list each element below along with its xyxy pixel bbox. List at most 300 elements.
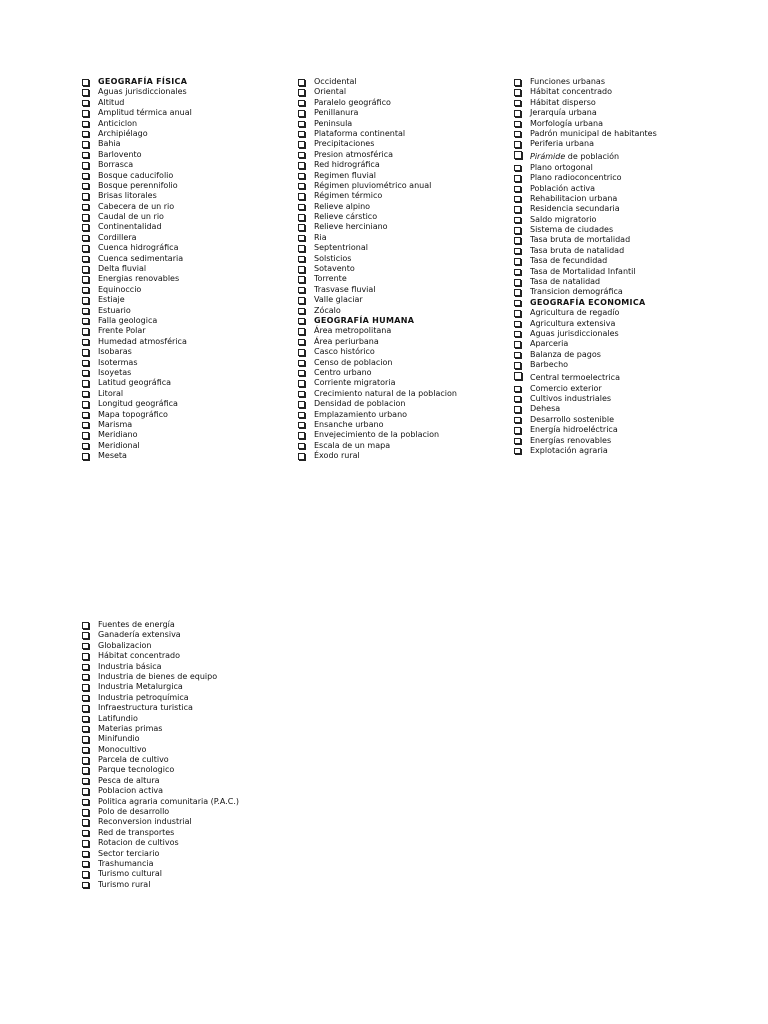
checklist-item bbox=[514, 225, 657, 235]
checkbox-icon[interactable] bbox=[82, 674, 89, 681]
checkbox-icon[interactable] bbox=[298, 380, 305, 387]
item-label: Emplazamiento urbano bbox=[314, 409, 408, 419]
checklist-item bbox=[514, 204, 657, 214]
checklist-item bbox=[82, 191, 192, 201]
checklist-item bbox=[298, 108, 457, 118]
item-label: Energías renovables bbox=[530, 435, 612, 445]
checklist-item bbox=[298, 389, 457, 399]
checkbox-icon[interactable] bbox=[298, 235, 305, 242]
checklist-item bbox=[82, 451, 192, 461]
checklist-item bbox=[82, 662, 239, 672]
item-label: Área periurbana bbox=[314, 336, 379, 346]
checkbox-icon[interactable] bbox=[514, 310, 521, 317]
checklist-item bbox=[82, 98, 192, 108]
checkbox-icon[interactable] bbox=[298, 360, 305, 367]
checkbox-icon[interactable] bbox=[82, 716, 89, 723]
checklist-item bbox=[298, 399, 457, 409]
item-label: Hábitat disperso bbox=[530, 97, 596, 107]
checkbox-icon[interactable] bbox=[82, 726, 89, 733]
item-label: Jerarquía urbana bbox=[530, 108, 597, 118]
checklist-item bbox=[298, 306, 457, 316]
checkbox-icon[interactable] bbox=[82, 778, 89, 785]
checklist-item bbox=[82, 776, 239, 786]
item-label: Tasa de natalidad bbox=[530, 277, 601, 287]
checklist-item bbox=[514, 360, 657, 370]
checklist-item bbox=[82, 410, 192, 420]
item-label: Equinoccio bbox=[98, 284, 142, 294]
item-label: Residencia secundaria bbox=[530, 204, 620, 214]
checklist-item bbox=[82, 620, 239, 630]
item-label: Infraestructura turistica bbox=[98, 703, 193, 713]
checkbox-icon[interactable] bbox=[514, 217, 521, 224]
checkbox-icon[interactable] bbox=[514, 100, 521, 107]
checklist-item bbox=[298, 119, 457, 129]
item-label: Pirámide de población bbox=[530, 151, 620, 161]
checkbox-icon[interactable] bbox=[82, 256, 89, 263]
item-label: Ensanche urbano bbox=[314, 419, 384, 429]
checkbox-icon[interactable] bbox=[514, 248, 521, 255]
checkbox-icon[interactable] bbox=[82, 121, 89, 128]
checkbox-icon[interactable] bbox=[82, 788, 89, 795]
item-label: Altitud bbox=[98, 97, 125, 107]
item-label: Hábitat concentrado bbox=[530, 87, 612, 97]
checkbox-icon[interactable] bbox=[82, 224, 89, 231]
checkbox-icon[interactable] bbox=[82, 89, 89, 96]
item-label: Minifundio bbox=[98, 734, 140, 744]
checkbox-icon[interactable] bbox=[82, 380, 89, 387]
checkbox-icon[interactable] bbox=[82, 840, 89, 847]
checkbox-icon[interactable] bbox=[82, 882, 89, 889]
item-label: Marisma bbox=[98, 419, 133, 429]
checkbox-icon[interactable] bbox=[514, 406, 521, 413]
checklist-item bbox=[514, 277, 657, 287]
item-label: Cuenca sedimentaria bbox=[98, 253, 184, 263]
checkbox-icon[interactable] bbox=[514, 121, 521, 128]
item-label: Censo de poblacion bbox=[314, 357, 393, 367]
checkbox-icon[interactable] bbox=[514, 352, 521, 359]
checkbox-icon[interactable] bbox=[82, 308, 89, 315]
item-label: Frente Polar bbox=[98, 326, 146, 336]
checkbox-icon[interactable] bbox=[298, 432, 305, 439]
checklist-item bbox=[514, 415, 657, 425]
checkbox-icon[interactable] bbox=[298, 276, 305, 283]
checklist-item bbox=[82, 87, 192, 97]
checkbox-icon[interactable] bbox=[82, 235, 89, 242]
checkbox-icon[interactable] bbox=[514, 206, 521, 213]
checklist-item bbox=[514, 339, 657, 349]
item-label: Envejecimiento de la poblacion bbox=[314, 430, 440, 440]
checklist-item bbox=[82, 817, 239, 827]
item-label: Relieve alpino bbox=[314, 201, 371, 211]
checklist-item bbox=[82, 222, 192, 232]
checklist-item bbox=[298, 378, 457, 388]
checkbox-icon[interactable] bbox=[514, 110, 521, 117]
item-label: Explotación agraria bbox=[530, 445, 608, 455]
checkbox-icon[interactable] bbox=[298, 453, 305, 460]
checkbox-icon[interactable] bbox=[82, 767, 89, 774]
checklist-item bbox=[82, 389, 192, 399]
checkbox-icon[interactable] bbox=[298, 412, 305, 419]
item-label: Estuario bbox=[98, 305, 131, 315]
checkbox-icon[interactable] bbox=[82, 422, 89, 429]
checkbox-icon[interactable] bbox=[298, 152, 305, 159]
checkbox-icon[interactable] bbox=[298, 391, 305, 398]
item-label: Bosque perennifolio bbox=[98, 180, 178, 190]
checklist-item bbox=[82, 859, 239, 869]
checkbox-icon[interactable] bbox=[514, 258, 521, 265]
checkbox-icon[interactable] bbox=[82, 799, 89, 806]
checkbox-icon[interactable] bbox=[82, 747, 89, 754]
checkbox-icon[interactable] bbox=[82, 339, 89, 346]
checkbox-icon[interactable] bbox=[82, 152, 89, 159]
checkbox-icon[interactable] bbox=[514, 175, 521, 182]
checklist-item bbox=[514, 446, 657, 456]
checkbox-icon[interactable] bbox=[298, 245, 305, 252]
checkbox-icon[interactable] bbox=[82, 632, 89, 639]
checkbox-icon[interactable] bbox=[514, 372, 522, 380]
item-label: Sotavento bbox=[314, 264, 355, 274]
checklist-item bbox=[82, 672, 239, 682]
item-label: Meridiano bbox=[98, 430, 138, 440]
checklist-item bbox=[82, 171, 192, 181]
checkbox-icon[interactable] bbox=[82, 100, 89, 107]
item-label: Tasa de Mortalidad Infantil bbox=[530, 266, 636, 276]
item-label: Balanza de pagos bbox=[530, 349, 601, 359]
item-label: Longitud geográfica bbox=[98, 399, 178, 409]
checklist-item bbox=[298, 430, 457, 440]
checkbox-icon[interactable] bbox=[298, 214, 305, 221]
term-list-column-2 bbox=[298, 77, 457, 461]
checkbox-icon[interactable] bbox=[82, 401, 89, 408]
checklist-item bbox=[514, 350, 657, 360]
checkbox-icon[interactable] bbox=[514, 289, 521, 296]
checklist-item bbox=[298, 337, 457, 347]
checkbox-icon[interactable] bbox=[82, 432, 89, 439]
item-label: Régimen térmico bbox=[314, 191, 383, 201]
checklist-item bbox=[298, 410, 457, 420]
checkbox-icon[interactable] bbox=[82, 193, 89, 200]
checklist-item bbox=[514, 129, 657, 139]
checkbox-icon[interactable] bbox=[514, 341, 521, 348]
checklist-item bbox=[298, 347, 457, 357]
checklist-item bbox=[82, 264, 192, 274]
checkbox-icon[interactable] bbox=[82, 173, 89, 180]
checkbox-icon[interactable] bbox=[82, 830, 89, 837]
item-label: Casco histórico bbox=[314, 347, 375, 357]
item-label: Cordillera bbox=[98, 232, 137, 242]
checkbox-icon[interactable] bbox=[514, 141, 521, 148]
checkbox-icon[interactable] bbox=[298, 131, 305, 138]
checklist-item bbox=[298, 368, 457, 378]
checkbox-icon[interactable] bbox=[514, 89, 521, 96]
checklist-item bbox=[298, 274, 457, 284]
checklist-item bbox=[82, 326, 192, 336]
item-label: GEOGRAFÍA ECONOMICA bbox=[530, 297, 646, 307]
checkbox-icon[interactable] bbox=[82, 653, 89, 660]
checklist-item bbox=[298, 326, 457, 336]
checklist-item bbox=[514, 246, 657, 256]
item-label: Energía hidroeléctrica bbox=[530, 425, 618, 435]
checklist-item bbox=[82, 693, 239, 703]
checkbox-icon[interactable] bbox=[514, 131, 521, 138]
item-label: Régimen pluviométrico anual bbox=[314, 180, 432, 190]
checkbox-icon[interactable] bbox=[82, 443, 89, 450]
item-label: Archipiélago bbox=[98, 128, 148, 138]
item-label: Comercio exterior bbox=[530, 383, 602, 393]
item-label: Mapa topográfico bbox=[98, 409, 168, 419]
checklist-item bbox=[514, 394, 657, 404]
checkbox-icon[interactable] bbox=[298, 297, 305, 304]
checklist-item bbox=[298, 139, 457, 149]
checkbox-icon[interactable] bbox=[514, 362, 521, 369]
item-label: Amplitud térmica anual bbox=[98, 108, 192, 118]
checkbox-icon[interactable] bbox=[82, 851, 89, 858]
checkbox-icon[interactable] bbox=[82, 695, 89, 702]
checklist-item bbox=[82, 641, 239, 651]
checkbox-icon[interactable] bbox=[298, 256, 305, 263]
checkbox-icon[interactable] bbox=[514, 269, 521, 276]
checkbox-icon[interactable] bbox=[514, 386, 521, 393]
item-label: Industria básica bbox=[98, 661, 162, 671]
item-label: Reconversion industrial bbox=[98, 817, 192, 827]
checklist-item bbox=[298, 316, 457, 326]
item-label: Rehabilitacion urbana bbox=[530, 193, 618, 203]
checklist-item bbox=[82, 630, 239, 640]
checklist-item bbox=[298, 451, 457, 461]
checkbox-icon[interactable] bbox=[298, 100, 305, 107]
item-label: Padrón municipal de habitantes bbox=[530, 128, 657, 138]
checklist-item bbox=[82, 430, 192, 440]
item-label: Regimen fluvial bbox=[314, 170, 376, 180]
checklist-item bbox=[82, 765, 239, 775]
checkbox-icon[interactable] bbox=[82, 245, 89, 252]
checkbox-icon[interactable] bbox=[514, 186, 521, 193]
item-label: Solsticios bbox=[314, 253, 352, 263]
checklist-item bbox=[514, 173, 657, 183]
checkbox-icon[interactable] bbox=[298, 141, 305, 148]
checkbox-icon[interactable] bbox=[82, 412, 89, 419]
checkbox-icon[interactable] bbox=[298, 121, 305, 128]
item-label: Ganadería extensiva bbox=[98, 630, 181, 640]
checkbox-icon[interactable] bbox=[82, 214, 89, 221]
checklist-item bbox=[514, 329, 657, 339]
checkbox-icon[interactable] bbox=[298, 204, 305, 211]
checkbox-icon[interactable] bbox=[298, 89, 305, 96]
checkbox-icon[interactable] bbox=[514, 396, 521, 403]
item-label: Escala de un mapa bbox=[314, 440, 391, 450]
item-label: Éxodo rural bbox=[314, 451, 360, 461]
checklist-item bbox=[298, 441, 457, 451]
item-label: Delta fluvial bbox=[98, 264, 147, 274]
item-label: Caudal de un rio bbox=[98, 212, 164, 222]
item-label: Ria bbox=[314, 232, 327, 242]
checklist-item bbox=[82, 285, 192, 295]
checkbox-icon[interactable] bbox=[514, 331, 521, 338]
item-label: Agricultura de regadío bbox=[530, 308, 620, 318]
item-label: Fuentes de energía bbox=[98, 620, 175, 629]
checkbox-icon[interactable] bbox=[82, 204, 89, 211]
item-label: Bahia bbox=[98, 139, 121, 149]
checklist-item bbox=[514, 319, 657, 329]
checkbox-icon[interactable] bbox=[298, 287, 305, 294]
item-label: Transicion demográfica bbox=[530, 287, 623, 297]
checklist-item bbox=[82, 682, 239, 692]
checkbox-icon[interactable] bbox=[514, 279, 521, 286]
item-label: Falla geologica bbox=[98, 315, 158, 325]
checkbox-icon[interactable] bbox=[514, 300, 521, 307]
checkbox-icon[interactable] bbox=[82, 819, 89, 826]
item-label: Zócalo bbox=[314, 305, 341, 315]
checklist-item bbox=[514, 267, 657, 277]
item-label: Aguas jurisdiccionales bbox=[530, 328, 619, 338]
checkbox-icon[interactable] bbox=[298, 443, 305, 450]
checklist-item bbox=[298, 150, 457, 160]
item-label: Poblacion activa bbox=[98, 786, 164, 796]
item-label: GEOGRAFÍA HUMANA bbox=[314, 315, 415, 325]
item-label: Plataforma continental bbox=[314, 128, 406, 138]
checkbox-icon[interactable] bbox=[82, 664, 89, 671]
item-label: Precipitaciones bbox=[314, 139, 375, 149]
item-label: Latifundio bbox=[98, 713, 138, 723]
item-label: Red de transportes bbox=[98, 827, 175, 837]
item-label: Septentrional bbox=[314, 243, 368, 253]
checklist-item bbox=[514, 404, 657, 414]
checkbox-icon[interactable] bbox=[82, 360, 89, 367]
item-label: Crecimiento natural de la poblacion bbox=[314, 388, 457, 398]
checklist-item bbox=[82, 295, 192, 305]
checkbox-icon[interactable] bbox=[298, 79, 305, 86]
checkbox-icon[interactable] bbox=[298, 193, 305, 200]
checkbox-icon[interactable] bbox=[298, 370, 305, 377]
checkbox-icon[interactable] bbox=[298, 266, 305, 273]
item-label: Penillanura bbox=[314, 108, 359, 118]
checklist-item bbox=[82, 368, 192, 378]
item-label: Brisas litorales bbox=[98, 191, 157, 201]
checkbox-icon[interactable] bbox=[82, 684, 89, 691]
checkbox-icon[interactable] bbox=[82, 643, 89, 650]
item-label: Rotacion de cultivos bbox=[98, 838, 179, 848]
item-label: Sistema de ciudades bbox=[530, 225, 614, 235]
checklist-item bbox=[298, 254, 457, 264]
checkbox-icon[interactable] bbox=[298, 328, 305, 335]
item-label: Corriente migratoria bbox=[314, 378, 396, 388]
checkbox-icon[interactable] bbox=[82, 287, 89, 294]
item-label: Bosque caducifolio bbox=[98, 170, 174, 180]
checkbox-icon[interactable] bbox=[82, 79, 89, 86]
checkbox-icon[interactable] bbox=[82, 370, 89, 377]
term-list-column-4 bbox=[82, 620, 239, 890]
checkbox-icon[interactable] bbox=[298, 308, 305, 315]
checkbox-icon[interactable] bbox=[82, 162, 89, 169]
checkbox-icon[interactable] bbox=[82, 349, 89, 356]
checklist-item bbox=[514, 215, 657, 225]
item-label: Polo de desarrollo bbox=[98, 807, 170, 817]
checklist-item bbox=[514, 150, 657, 163]
item-label: GEOGRAFÍA FÍSICA bbox=[98, 77, 188, 86]
checkbox-icon[interactable] bbox=[82, 266, 89, 273]
checkbox-icon[interactable] bbox=[82, 705, 89, 712]
checkbox-icon[interactable] bbox=[82, 453, 89, 460]
checkbox-icon[interactable] bbox=[298, 224, 305, 231]
checkbox-icon[interactable] bbox=[298, 173, 305, 180]
checkbox-icon[interactable] bbox=[82, 318, 89, 325]
checklist-item bbox=[82, 212, 192, 222]
item-label: Torrente bbox=[314, 274, 347, 284]
checkbox-icon[interactable] bbox=[82, 141, 89, 148]
checkbox-icon[interactable] bbox=[514, 151, 522, 159]
checkbox-icon[interactable] bbox=[82, 110, 89, 117]
item-label: Cabecera de un rio bbox=[98, 201, 175, 211]
checkbox-icon[interactable] bbox=[514, 438, 521, 445]
item-label: Borrasca bbox=[98, 160, 134, 170]
checkbox-icon[interactable] bbox=[514, 196, 521, 203]
checklist-item bbox=[514, 77, 657, 87]
item-label: Plano radioconcentrico bbox=[530, 173, 622, 183]
checklist-item bbox=[514, 256, 657, 266]
checkbox-icon[interactable] bbox=[82, 871, 89, 878]
checklist-item bbox=[298, 160, 457, 170]
checkbox-icon[interactable] bbox=[514, 237, 521, 244]
checkbox-icon[interactable] bbox=[82, 276, 89, 283]
checkbox-icon[interactable] bbox=[82, 809, 89, 816]
item-label: Latitud geográfica bbox=[98, 378, 172, 388]
item-label: Dehesa bbox=[530, 404, 561, 414]
checklist-item bbox=[298, 77, 457, 87]
checklist-item bbox=[514, 108, 657, 118]
checkbox-icon[interactable] bbox=[298, 162, 305, 169]
checkbox-icon[interactable] bbox=[82, 391, 89, 398]
item-label: Área metropolitana bbox=[314, 326, 392, 336]
checkbox-icon[interactable] bbox=[514, 321, 521, 328]
checklist-item bbox=[298, 233, 457, 243]
checklist-item bbox=[82, 347, 192, 357]
checkbox-icon[interactable] bbox=[298, 183, 305, 190]
checklist-item bbox=[82, 441, 192, 451]
item-label: Hábitat concentrado bbox=[98, 651, 180, 661]
checkbox-icon[interactable] bbox=[82, 328, 89, 335]
checklist-item bbox=[82, 358, 192, 368]
checkbox-icon[interactable] bbox=[514, 427, 521, 434]
checkbox-icon[interactable] bbox=[82, 131, 89, 138]
checkbox-icon[interactable] bbox=[82, 736, 89, 743]
checkbox-icon[interactable] bbox=[82, 183, 89, 190]
checkbox-icon[interactable] bbox=[298, 339, 305, 346]
checkbox-icon[interactable] bbox=[298, 349, 305, 356]
checkbox-icon[interactable] bbox=[298, 110, 305, 117]
checklist-item bbox=[82, 420, 192, 430]
checkbox-icon[interactable] bbox=[298, 318, 305, 325]
checkbox-icon[interactable] bbox=[82, 622, 89, 629]
checkbox-icon[interactable] bbox=[298, 401, 305, 408]
checkbox-icon[interactable] bbox=[82, 757, 89, 764]
checkbox-icon[interactable] bbox=[82, 861, 89, 868]
checklist-item bbox=[82, 703, 239, 713]
checklist-item bbox=[514, 298, 657, 308]
checklist-item bbox=[82, 828, 239, 838]
item-label: Isoyetas bbox=[98, 367, 132, 377]
checklist-item bbox=[82, 119, 192, 129]
checkbox-icon[interactable] bbox=[298, 422, 305, 429]
checkbox-icon[interactable] bbox=[514, 79, 521, 86]
checklist-item bbox=[514, 308, 657, 318]
item-label: Trashumancia bbox=[98, 858, 154, 868]
checkbox-icon[interactable] bbox=[82, 297, 89, 304]
checkbox-icon[interactable] bbox=[514, 165, 521, 172]
checkbox-icon[interactable] bbox=[514, 227, 521, 234]
checkbox-icon[interactable] bbox=[514, 448, 521, 455]
checkbox-icon[interactable] bbox=[514, 417, 521, 424]
item-label: Peninsula bbox=[314, 118, 353, 128]
